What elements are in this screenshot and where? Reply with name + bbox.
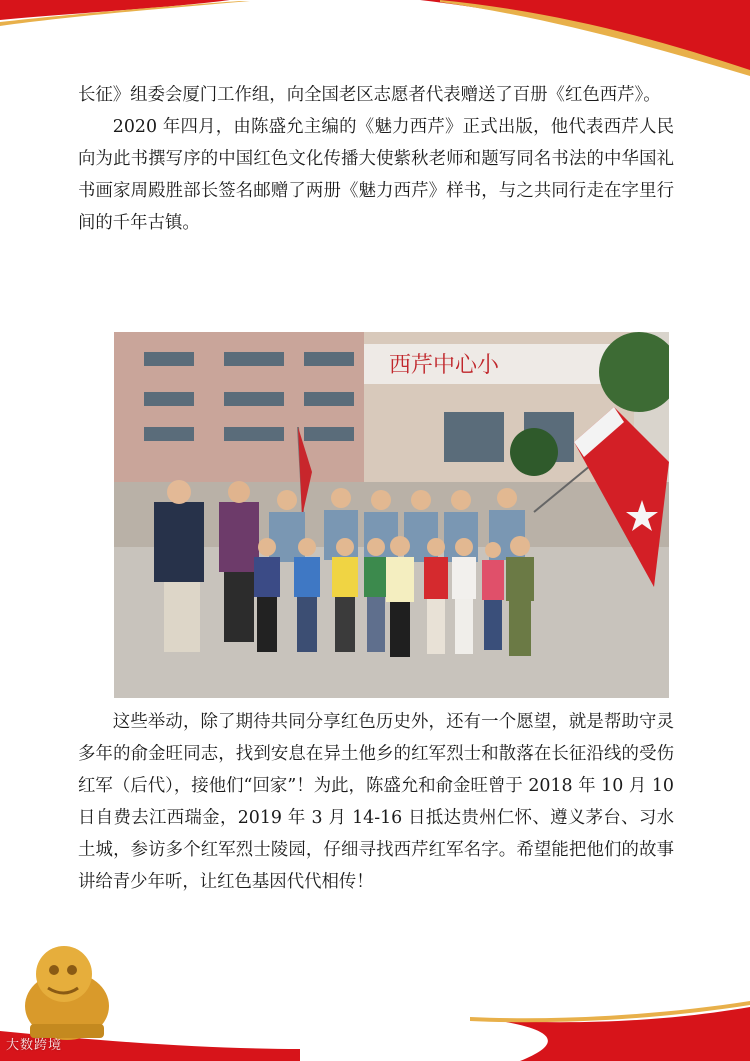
top-text-section <box>78 79 674 239</box>
bottom-text-section <box>78 706 674 898</box>
group-photo <box>114 332 669 698</box>
paragraph-wish: 这些举动，除了期待共同分享红色历史外，还有一个愿望，就是帮助守灵多年的俞金旺同志，找到安息在异土他乡的红军烈士和散落在长征沿线的受伤红军（后代），接他们“回家”！为此，陈盛允和俞金旺曾于 2018 年 10 月 10 日自费去江西瑞金，2019 年 3 月 14-16 日抵达贵州仁怀、遵义茅台、习水土城，参访多个红军烈士陵园，仔细寻找西芹红军名字。希望能把他们的故事讲给青少年听，让红色基因代代相传！ <box>78 712 674 892</box>
watermark-text: 大数跨境 <box>6 1038 63 1053</box>
golden-lion-icon <box>12 936 122 1046</box>
paragraph-publication: 2020 年四月，由陈盛允主编的《魅力西芹》正式出版，他代表西芹人民向为此书撰写序的中国红色文化传播大使紫秋老师和题写同名书法的中华国礼书画家周殿胜部长签名邮赠了两册《魅力西芹》样书，与之共同行走在字里行间的千年古镇。 <box>78 117 674 233</box>
building-sign: 西芹中心小 <box>389 353 500 378</box>
paragraph-continuation: 长征》组委会厦门工作组，向全国老区志愿者代表赠送了百册《红色西芹》。 <box>78 85 661 105</box>
top-red-ribbon <box>0 0 750 80</box>
